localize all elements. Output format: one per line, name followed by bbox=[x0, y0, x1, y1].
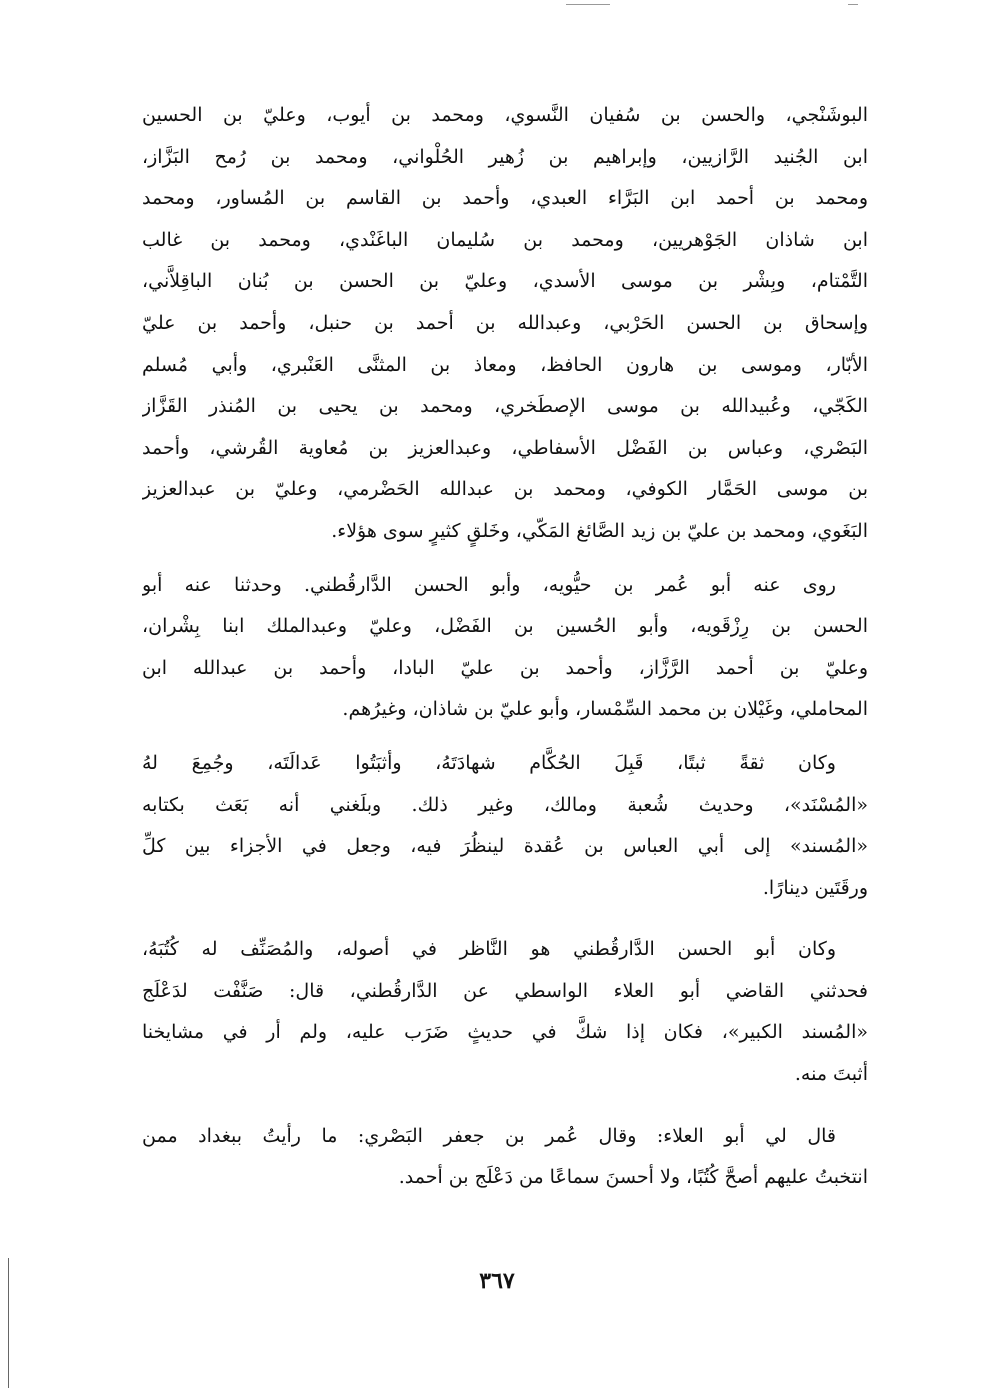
scan-artifact-top-line bbox=[566, 4, 610, 5]
scan-artifact-top-dash bbox=[848, 4, 858, 5]
text-line: وإسحاق بن الحسن الحَرْبي، وعبدالله بن أحمد بن حنبل، وأحمد بن عليّ bbox=[142, 311, 868, 334]
text-line: وعليّ بن أحمد الرَّزَّاز، وأحمد بن عليّ البادا، وأحمد بن عبدالله ابن bbox=[142, 656, 868, 679]
paragraph-narrators-list bbox=[142, 95, 868, 553]
text-line: قال لي أبو العلاء: وقال عُمر بن جعفر البَصْري: ما رأيتُ ببغداد ممن bbox=[142, 1124, 836, 1147]
text-line: «المُسند الكبير»، فكان إذا شكَّ في حديثٍ ضَرَب عليه، ولم أر في مشايخنا bbox=[142, 1021, 868, 1044]
text-line: الكَجّي، وعُبيدالله بن موسى الإصطَخري، ومحمد بن يحيى بن المُنذر القَزَّاز bbox=[142, 395, 868, 418]
text-line: «المُسند» إلى أبي العباس بن عُقدة لينظُرَ فيه، وجعل في الأجزاء بين كلِّ bbox=[142, 835, 868, 858]
text-line: المحاملي، وغَيْلان بن محمد السِّمْسار، وأبو عليّ بن شاذان، وغيرُهم. bbox=[342, 698, 868, 721]
text-line: ومحمد بن أحمد ابن البَرَّاء العبدي، وأحمد بن القاسم بن المُساور، ومحمد bbox=[142, 187, 868, 210]
paragraph-daraqutni bbox=[142, 929, 868, 1095]
text-line: ابن الجُنيد الرَّازيين، وإبراهيم بن زُهير الحُلْواني، ومحمد بن رُمح البَزَّاز، bbox=[142, 145, 868, 168]
text-line: فحدثني القاضي أبو العلاء الواسطي عن الدَّارقُطني، قال: صَنَّفْت لدَعْلَج bbox=[142, 979, 868, 1002]
text-line: البَغَوي، ومحمد بن عليّ بن زيد الصَّائغ المَكّي، وخَلقٍ كثيرٍ سوى هؤلاء. bbox=[331, 519, 868, 542]
text-line: بن موسى الحَمَّار الكوفي، ومحمد بن عبدالله الحَضْرمي، وعليّ بن عبدالعزيز bbox=[142, 478, 868, 501]
paragraph-transmitters bbox=[142, 565, 868, 731]
text-line: أثبتَ منه. bbox=[794, 1063, 868, 1086]
text-line: وكان أبو الحسن الدَّارقُطني هو النَّاظر في أصوله، والمُصَنِّف له كُتُبَهُ، bbox=[142, 938, 836, 961]
text-line: روى عنه أبو عُمر بن حيُّويه، وأبو الحسن الدَّارقُطني. وحدثنا عنه أبو bbox=[142, 573, 836, 596]
text-line: «المُسْنَد»، وحديث شُعبة ومالك، وغير ذلك. وبلَغني أنه بَعَث بكتابه bbox=[142, 793, 868, 816]
text-line: التَّمْتام، وبِشْر بن موسى الأسدي، وعليّ بن الحسن بن بُنان الباقِلاَّني، bbox=[142, 270, 868, 293]
text-line: ابن شاذان الجَوْهريين، ومحمد بن سُليمان الباغَنْدي، ومحمد بن غالب bbox=[142, 228, 868, 251]
text-line: ورقَتَين دينارًا. bbox=[762, 876, 868, 899]
page-number: ٣٦٧ bbox=[479, 1268, 515, 1294]
text-line: انتخبتُ عليهم أصحَّ كُتُبًا، ولا أحسنَ سماعًا من دَعْلَج بن أحمد. bbox=[398, 1166, 868, 1189]
text-line: الأبّار، وموسى بن هارون الحافظ، ومعاذ بن المثنَّى العَنْبري، وأبي مُسلم bbox=[142, 353, 868, 376]
paragraph-reliability bbox=[142, 743, 868, 909]
page-body bbox=[142, 95, 868, 1199]
text-line: وكان ثقةً ثبتًا، قَبِلَ الحُكَّام شهادَتَهُ، وأثبَتُوا عَدالَتَه، وجُمِعَ لهُ bbox=[142, 751, 836, 774]
text-line: الحسن بن رِزْقَويه، وأبو الحُسين بن الفَضْل، وعليّ وعبدالملك ابنا بِشْران، bbox=[142, 615, 868, 638]
paragraph-abu-al-ala bbox=[142, 1116, 868, 1199]
text-line: البوشَنْجي، والحسن بن سُفيان النَّسوي، ومحمد بن أيوب، وعليّ بن الحسين bbox=[142, 104, 868, 126]
text-line: البَصْري، وعباس بن الفَضْل الأسفاطي، وعبدالعزيز بن مُعاوية القُرشي، وأحمد bbox=[142, 436, 868, 459]
